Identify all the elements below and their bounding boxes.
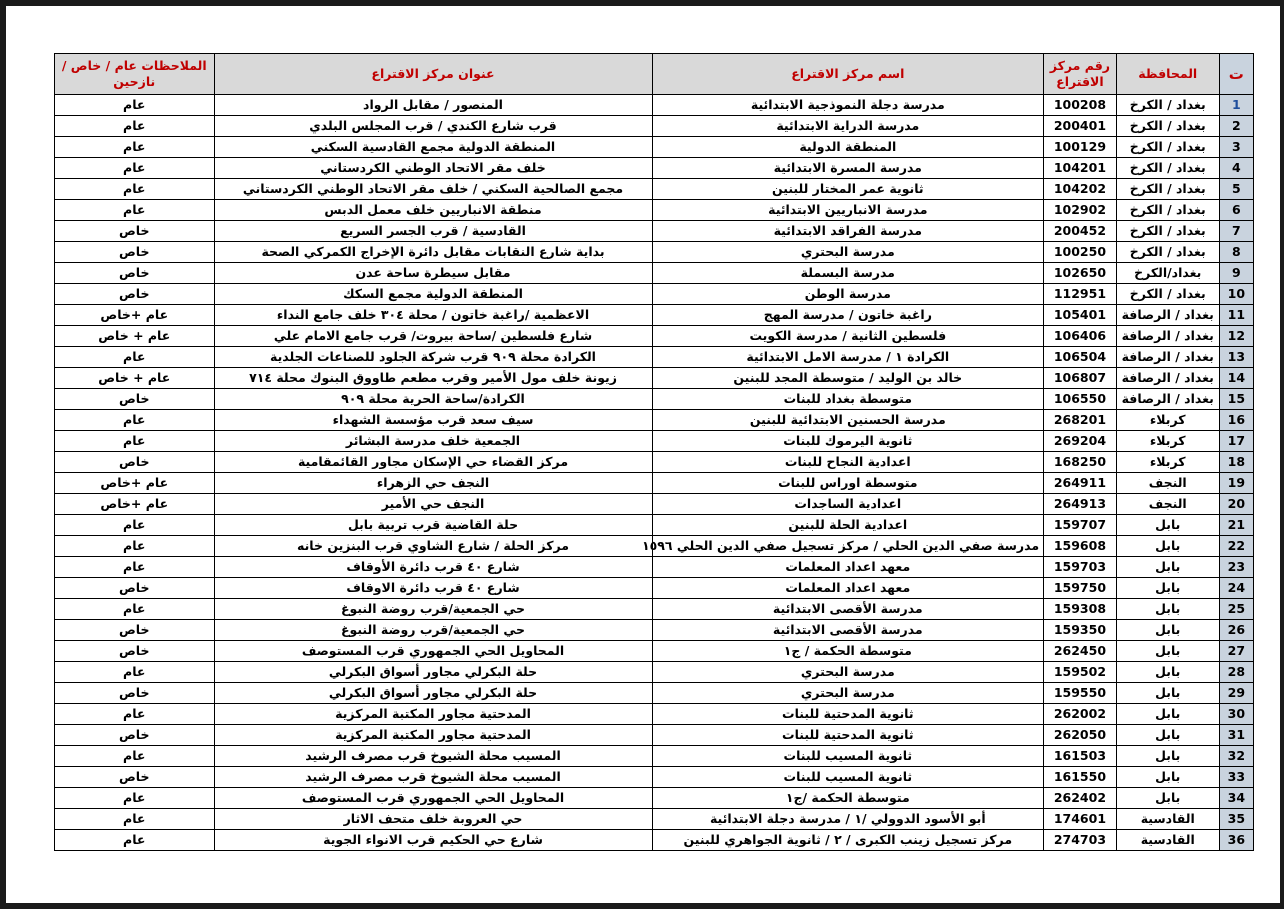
table-row — [55, 221, 1254, 242]
cell-code: 200401 — [1044, 116, 1117, 137]
table-row — [55, 368, 1254, 389]
cell-address: شارع حي الحكيم قرب الانواء الجوية — [214, 830, 652, 851]
cell-address: شارع ٤٠ قرب دائرة الأوقاف — [214, 557, 652, 578]
cell-province: بغداد / الرصافة — [1116, 347, 1219, 368]
cell-notes: عام — [55, 137, 215, 158]
row-number: 1 — [1219, 95, 1253, 116]
cell-center-name: مدرسة الوطن — [652, 284, 1044, 305]
cell-code: 274703 — [1044, 830, 1117, 851]
row-number: 36 — [1219, 830, 1253, 851]
table-body — [55, 95, 1254, 851]
row-number: 16 — [1219, 410, 1253, 431]
cell-center-name: ثانوية المدحتية للبنات — [652, 704, 1044, 725]
cell-notes: عام — [55, 536, 215, 557]
row-number: 8 — [1219, 242, 1253, 263]
cell-address: خلف مقر الاتحاد الوطني الكردستاني — [214, 158, 652, 179]
cell-code: 104202 — [1044, 179, 1117, 200]
table-row — [55, 158, 1254, 179]
table-row — [55, 242, 1254, 263]
cell-address: مركز القضاء حي الإسكان مجاور القائمقامية — [214, 452, 652, 473]
row-number: 5 — [1219, 179, 1253, 200]
cell-notes: خاص — [55, 389, 215, 410]
cell-province: بغداد / الكرخ — [1116, 284, 1219, 305]
cell-province: القادسية — [1116, 809, 1219, 830]
cell-address: حلة البكرلي مجاور أسواق البكرلي — [214, 662, 652, 683]
cell-center-name: اعدادية الساجدات — [652, 494, 1044, 515]
cell-notes: عام +خاص — [55, 494, 215, 515]
row-number: 20 — [1219, 494, 1253, 515]
cell-province: بغداد / الرصافة — [1116, 305, 1219, 326]
cell-code: 269204 — [1044, 431, 1117, 452]
cell-address: الجمعية خلف مدرسة البشائر — [214, 431, 652, 452]
cell-center-name: خالد بن الوليد / متوسطة المجد للبنين — [652, 368, 1044, 389]
cell-notes: خاص — [55, 767, 215, 788]
cell-notes: عام — [55, 557, 215, 578]
cell-province: بابل — [1116, 725, 1219, 746]
table-row — [55, 641, 1254, 662]
cell-province: كربلاء — [1116, 452, 1219, 473]
cell-center-name: المنطقة الدولية — [652, 137, 1044, 158]
row-number: 7 — [1219, 221, 1253, 242]
cell-code: 161550 — [1044, 767, 1117, 788]
cell-code: 159707 — [1044, 515, 1117, 536]
cell-notes: عام — [55, 116, 215, 137]
cell-center-name: مدرسة المسرة الابتدائية — [652, 158, 1044, 179]
cell-center-name: مدرسة الأقصى الابتدائية — [652, 599, 1044, 620]
cell-notes: عام — [55, 431, 215, 452]
cell-notes: عام — [55, 704, 215, 725]
row-number: 31 — [1219, 725, 1253, 746]
cell-province: بغداد / الكرخ — [1116, 158, 1219, 179]
cell-center-name: ثانوية المسيب للبنات — [652, 746, 1044, 767]
cell-notes: عام — [55, 95, 215, 116]
cell-code: 174601 — [1044, 809, 1117, 830]
cell-notes: عام — [55, 788, 215, 809]
cell-address: زيونة خلف مول الأمير وقرب مطعم طاووق البنوك محلة ٧١٤ — [214, 368, 652, 389]
cell-center-name: مدرسة دجلة النموذجية الابتدائية — [652, 95, 1044, 116]
cell-center-name: متوسطة الحكمة / ج١ — [652, 641, 1044, 662]
cell-address: شارع ٤٠ قرب دائرة الاوقاف — [214, 578, 652, 599]
cell-notes: عام — [55, 410, 215, 431]
table-row — [55, 389, 1254, 410]
cell-center-name: مدرسة الأقصى الابتدائية — [652, 620, 1044, 641]
cell-province: بغداد / الكرخ — [1116, 137, 1219, 158]
cell-province: بغداد / الكرخ — [1116, 116, 1219, 137]
cell-code: 106406 — [1044, 326, 1117, 347]
row-number: 15 — [1219, 389, 1253, 410]
cell-notes: عام — [55, 599, 215, 620]
cell-province: بغداد / الرصافة — [1116, 368, 1219, 389]
row-number: 35 — [1219, 809, 1253, 830]
cell-notes: خاص — [55, 620, 215, 641]
row-number: 11 — [1219, 305, 1253, 326]
cell-code: 262002 — [1044, 704, 1117, 725]
cell-address: مقابل سيطرة ساحة عدن — [214, 263, 652, 284]
table-row — [55, 305, 1254, 326]
cell-center-name: الكرادة ١ / مدرسة الامل الابتدائية — [652, 347, 1044, 368]
header-code: رقم مركز الاقتراع — [1044, 54, 1117, 95]
row-number: 32 — [1219, 746, 1253, 767]
row-number: 6 — [1219, 200, 1253, 221]
row-number: 33 — [1219, 767, 1253, 788]
cell-address: الكرادة/ساحة الحرية محلة ٩٠٩ — [214, 389, 652, 410]
cell-address: منطقة الانباريين خلف معمل الدبس — [214, 200, 652, 221]
cell-address: حي الجمعية/قرب روضة النبوغ — [214, 599, 652, 620]
cell-notes: خاص — [55, 578, 215, 599]
table-row — [55, 662, 1254, 683]
cell-center-name: ثانوية اليرموك للبنات — [652, 431, 1044, 452]
table-header-row — [55, 54, 1254, 95]
cell-province: بابل — [1116, 515, 1219, 536]
row-number: 18 — [1219, 452, 1253, 473]
cell-code: 262050 — [1044, 725, 1117, 746]
row-number: 10 — [1219, 284, 1253, 305]
cell-address: المحاويل الحي الجمهوري قرب المستوصف — [214, 641, 652, 662]
table-row — [55, 683, 1254, 704]
cell-center-name: مدرسة صفي الدين الحلي / مركز تسجيل صفي الدين الحلي ١٥٩٦ — [652, 536, 1044, 557]
header-notes: الملاحظات عام / خاص / نازحين — [55, 54, 215, 95]
cell-address: النجف حي الأمير — [214, 494, 652, 515]
cell-notes: خاص — [55, 263, 215, 284]
cell-province: بغداد / الكرخ — [1116, 95, 1219, 116]
table-row — [55, 830, 1254, 851]
cell-address: الكرادة محلة ٩٠٩ قرب شركة الجلود للصناعات الجلدية — [214, 347, 652, 368]
cell-province: بغداد / الكرخ — [1116, 179, 1219, 200]
cell-center-name: ثانوية المسيب للبنات — [652, 767, 1044, 788]
cell-notes: عام — [55, 809, 215, 830]
cell-address: مركز الحلة / شارع الشاوي قرب البنزين خانه — [214, 536, 652, 557]
table-row — [55, 704, 1254, 725]
table-row — [55, 347, 1254, 368]
cell-code: 264911 — [1044, 473, 1117, 494]
row-number: 30 — [1219, 704, 1253, 725]
table-row — [55, 578, 1254, 599]
cell-center-name: متوسطة اوراس للبنات — [652, 473, 1044, 494]
cell-province: بابل — [1116, 683, 1219, 704]
cell-address: المسيب محلة الشيوخ قرب مصرف الرشيد — [214, 767, 652, 788]
row-number: 27 — [1219, 641, 1253, 662]
cell-province: بابل — [1116, 599, 1219, 620]
cell-center-name: معهد اعداد المعلمات — [652, 578, 1044, 599]
row-number: 14 — [1219, 368, 1253, 389]
table-row — [55, 725, 1254, 746]
table-row — [55, 473, 1254, 494]
cell-province: بغداد / الكرخ — [1116, 221, 1219, 242]
cell-code: 104201 — [1044, 158, 1117, 179]
cell-code: 159502 — [1044, 662, 1117, 683]
row-number: 29 — [1219, 683, 1253, 704]
cell-code: 159350 — [1044, 620, 1117, 641]
cell-code: 200452 — [1044, 221, 1117, 242]
table-row — [55, 557, 1254, 578]
table-row — [55, 515, 1254, 536]
cell-address: المحاويل الحي الجمهوري قرب المستوصف — [214, 788, 652, 809]
cell-notes: عام + خاص — [55, 368, 215, 389]
cell-code: 106807 — [1044, 368, 1117, 389]
cell-address: حلة القاضية قرب تربية بابل — [214, 515, 652, 536]
cell-province: بابل — [1116, 788, 1219, 809]
table-row — [55, 116, 1254, 137]
cell-code: 161503 — [1044, 746, 1117, 767]
cell-province: بغداد / الكرخ — [1116, 242, 1219, 263]
cell-center-name: اعدادية النجاح للبنات — [652, 452, 1044, 473]
row-number: 3 — [1219, 137, 1253, 158]
cell-address: النجف حي الزهراء — [214, 473, 652, 494]
cell-notes: خاص — [55, 221, 215, 242]
cell-center-name: متوسطة بغداد للبنات — [652, 389, 1044, 410]
cell-center-name: ثانوية المدحتية للبنات — [652, 725, 1044, 746]
cell-code: 106550 — [1044, 389, 1117, 410]
cell-center-name: أبو الأسود الدوولي /١ / مدرسة دجلة الابتدائية — [652, 809, 1044, 830]
cell-center-name: ثانوية عمر المختار للبنين — [652, 179, 1044, 200]
cell-address: المنطقة الدولية مجمع القادسية السكني — [214, 137, 652, 158]
cell-address: الاعظمية /راغبة خاتون / محلة ٣٠٤ خلف جامع النداء — [214, 305, 652, 326]
header-address: عنوان مركز الاقتراع — [214, 54, 652, 95]
cell-code: 159308 — [1044, 599, 1117, 620]
cell-province: بابل — [1116, 662, 1219, 683]
row-number: 34 — [1219, 788, 1253, 809]
table-row — [55, 809, 1254, 830]
cell-address: حي الجمعية/قرب روضة النبوغ — [214, 620, 652, 641]
cell-notes: عام +خاص — [55, 305, 215, 326]
document-page — [6, 6, 1280, 903]
cell-code: 264913 — [1044, 494, 1117, 515]
cell-center-name: متوسطة الحكمة /ج١ — [652, 788, 1044, 809]
table-row — [55, 788, 1254, 809]
cell-province: بابل — [1116, 704, 1219, 725]
cell-province: القادسية — [1116, 830, 1219, 851]
cell-address: سيف سعد قرب مؤسسة الشهداء — [214, 410, 652, 431]
cell-code: 105401 — [1044, 305, 1117, 326]
cell-code: 262450 — [1044, 641, 1117, 662]
cell-notes: عام — [55, 515, 215, 536]
row-number: 26 — [1219, 620, 1253, 641]
cell-province: بابل — [1116, 536, 1219, 557]
row-number: 4 — [1219, 158, 1253, 179]
row-number: 28 — [1219, 662, 1253, 683]
cell-address: شارع فلسطين /ساحة بيروت/ قرب جامع الامام علي — [214, 326, 652, 347]
header-num: ت — [1219, 54, 1253, 95]
cell-notes: خاص — [55, 725, 215, 746]
table-row — [55, 95, 1254, 116]
cell-code: 106504 — [1044, 347, 1117, 368]
cell-address: المنصور / مقابل الرواد — [214, 95, 652, 116]
row-number: 2 — [1219, 116, 1253, 137]
table-row — [55, 431, 1254, 452]
cell-center-name: مدرسة البحتري — [652, 683, 1044, 704]
row-number: 13 — [1219, 347, 1253, 368]
cell-province: بغداد / الرصافة — [1116, 389, 1219, 410]
cell-province: بابل — [1116, 641, 1219, 662]
table-row — [55, 410, 1254, 431]
cell-notes: عام — [55, 746, 215, 767]
cell-notes: خاص — [55, 641, 215, 662]
header-province: المحافظة — [1116, 54, 1219, 95]
cell-code: 102902 — [1044, 200, 1117, 221]
row-number: 12 — [1219, 326, 1253, 347]
cell-province: بابل — [1116, 746, 1219, 767]
cell-address: المدحتية مجاور المكتبة المركزية — [214, 725, 652, 746]
cell-center-name: مدرسة البسملة — [652, 263, 1044, 284]
table-row — [55, 494, 1254, 515]
table-row — [55, 599, 1254, 620]
cell-notes: عام — [55, 662, 215, 683]
cell-center-name: فلسطين الثانية / مدرسة الكويت — [652, 326, 1044, 347]
cell-code: 262402 — [1044, 788, 1117, 809]
cell-province: بابل — [1116, 557, 1219, 578]
table-row — [55, 620, 1254, 641]
cell-province: النجف — [1116, 494, 1219, 515]
cell-address: مجمع الصالحية السكني / خلف مقر الاتحاد الوطني الكردستاني — [214, 179, 652, 200]
cell-province: بابل — [1116, 767, 1219, 788]
cell-address: حلة البكرلي مجاور أسواق البكرلي — [214, 683, 652, 704]
cell-code: 159703 — [1044, 557, 1117, 578]
cell-province: النجف — [1116, 473, 1219, 494]
cell-notes: خاص — [55, 284, 215, 305]
cell-code: 159608 — [1044, 536, 1117, 557]
cell-address: بداية شارع النقابات مقابل دائرة الإخراج الكمركي الصحة — [214, 242, 652, 263]
cell-province: كربلاء — [1116, 410, 1219, 431]
table-row — [55, 767, 1254, 788]
table-row — [55, 200, 1254, 221]
cell-notes: عام — [55, 347, 215, 368]
table-row — [55, 284, 1254, 305]
table-row — [55, 263, 1254, 284]
table-row — [55, 746, 1254, 767]
cell-center-name: مركز تسجيل زينب الكبرى / ٢ / ثانوية الجواهري للبنين — [652, 830, 1044, 851]
cell-address: المنطقة الدولية مجمع السكك — [214, 284, 652, 305]
row-number: 23 — [1219, 557, 1253, 578]
cell-center-name: مدرسة الانباريين الابتدائية — [652, 200, 1044, 221]
cell-address: قرب شارع الكندي / قرب المجلس البلدي — [214, 116, 652, 137]
row-number: 25 — [1219, 599, 1253, 620]
cell-code: 168250 — [1044, 452, 1117, 473]
cell-center-name: اعدادية الحلة للبنين — [652, 515, 1044, 536]
row-number: 24 — [1219, 578, 1253, 599]
cell-code: 159750 — [1044, 578, 1117, 599]
cell-address: المدحتية مجاور المكتبة المركزية — [214, 704, 652, 725]
row-number: 19 — [1219, 473, 1253, 494]
header-name: اسم مركز الاقتراع — [652, 54, 1044, 95]
cell-notes: عام — [55, 200, 215, 221]
cell-province: بغداد / الرصافة — [1116, 326, 1219, 347]
cell-center-name: معهد اعداد المعلمات — [652, 557, 1044, 578]
cell-notes: عام — [55, 158, 215, 179]
cell-center-name: مدرسة الحسنين الابتدائية للبنين — [652, 410, 1044, 431]
row-number: 21 — [1219, 515, 1253, 536]
cell-code: 100129 — [1044, 137, 1117, 158]
cell-notes: عام — [55, 179, 215, 200]
polling-centers-table — [54, 53, 1254, 851]
cell-province: بابل — [1116, 578, 1219, 599]
cell-province: بابل — [1116, 620, 1219, 641]
cell-center-name: مدرسة البحتري — [652, 662, 1044, 683]
table-row — [55, 137, 1254, 158]
cell-code: 100208 — [1044, 95, 1117, 116]
table-row — [55, 536, 1254, 557]
cell-code: 100250 — [1044, 242, 1117, 263]
table-row — [55, 326, 1254, 347]
cell-province: بغداد/الكرخ — [1116, 263, 1219, 284]
cell-center-name: مدرسة البحتري — [652, 242, 1044, 263]
row-number: 17 — [1219, 431, 1253, 452]
row-number: 22 — [1219, 536, 1253, 557]
cell-code: 102650 — [1044, 263, 1117, 284]
cell-code: 268201 — [1044, 410, 1117, 431]
table-row — [55, 179, 1254, 200]
cell-center-name: مدرسة الفراقد الابتدائية — [652, 221, 1044, 242]
cell-notes: عام + خاص — [55, 326, 215, 347]
cell-code: 112951 — [1044, 284, 1117, 305]
cell-center-name: راغبة خاتون / مدرسة المهج — [652, 305, 1044, 326]
cell-province: بغداد / الكرخ — [1116, 200, 1219, 221]
cell-code: 159550 — [1044, 683, 1117, 704]
cell-center-name: مدرسة الدراية الابتدائية — [652, 116, 1044, 137]
table-row — [55, 452, 1254, 473]
cell-address: المسيب محلة الشيوخ قرب مصرف الرشيد — [214, 746, 652, 767]
cell-notes: عام +خاص — [55, 473, 215, 494]
cell-notes: خاص — [55, 683, 215, 704]
cell-notes: خاص — [55, 452, 215, 473]
cell-notes: عام — [55, 830, 215, 851]
row-number: 9 — [1219, 263, 1253, 284]
cell-province: كربلاء — [1116, 431, 1219, 452]
cell-notes: خاص — [55, 242, 215, 263]
cell-address: القادسية / قرب الجسر السريع — [214, 221, 652, 242]
cell-address: حي العروبة خلف متحف الاثار — [214, 809, 652, 830]
